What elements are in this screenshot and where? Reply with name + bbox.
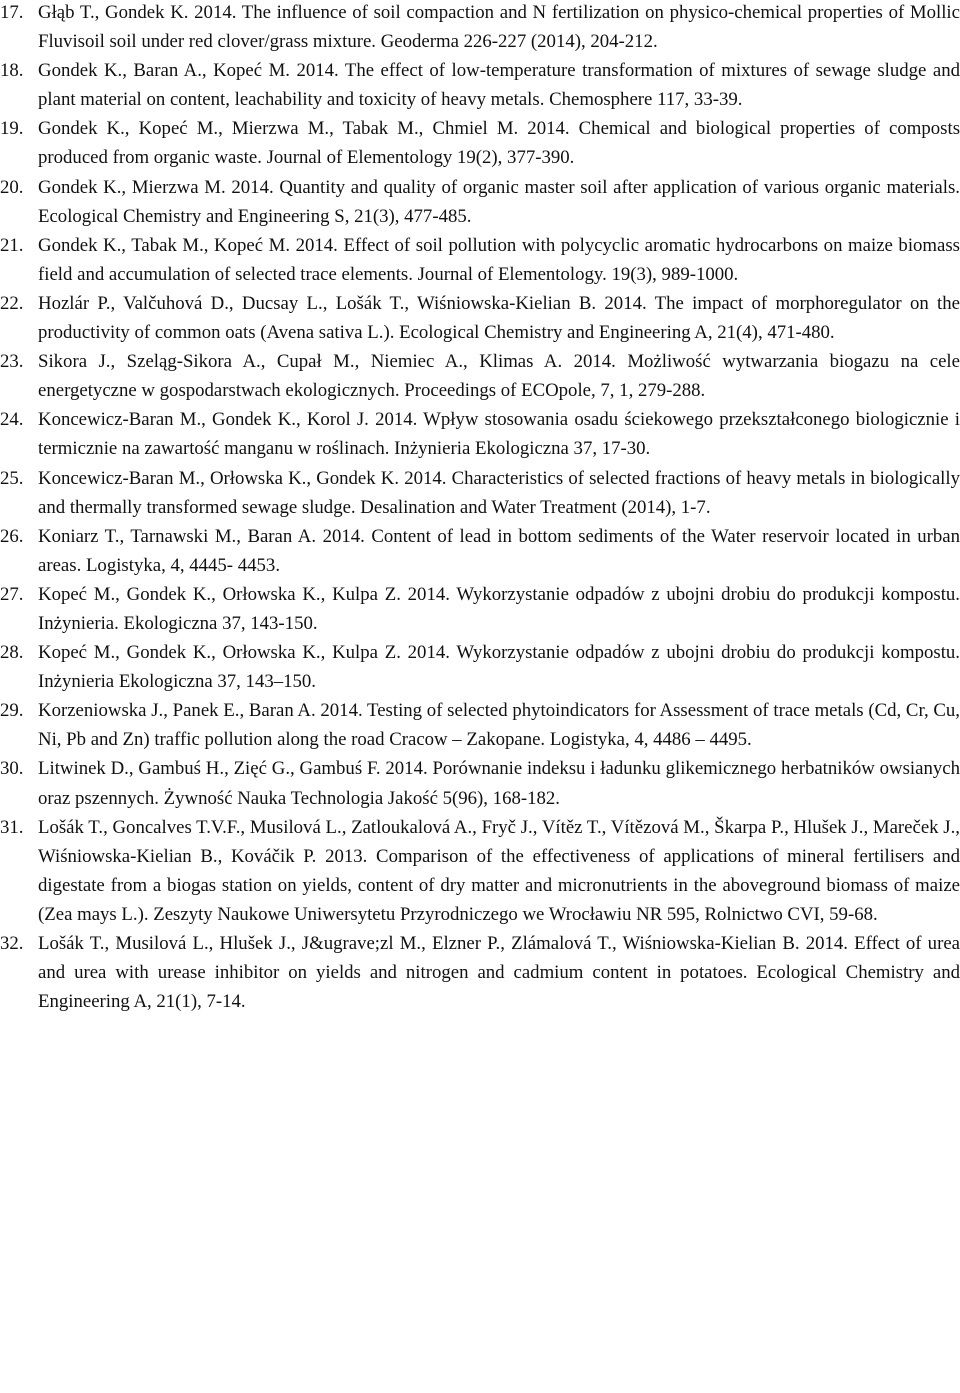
reference-item [0,929,960,1016]
reference-text: Sikora J., Szeląg-Sikora A., Cupał M., Niemiec A., Klimas A. 2014. Możliwość wytwarzania biogazu na cele energetyczne w gospodarstwach ekologicznych. Proceedings of ECOpole, 7, 1, 279-288. [38,351,960,402]
reference-item [0,231,960,289]
reference-item [0,114,960,172]
reference-number: 31. [0,816,24,838]
reference-number: 24. [0,409,24,431]
reference-number: 17. [0,2,24,23]
reference-number: 29. [0,700,24,722]
reference-text: Hozlár P., Valčuhová D., Ducsay L., Lošák T., Wiśniowska-Kielian B. 2014. The impact of morphoregulator on the productivity of common oats (Avena sativa L.). Ecological Chemistry and Engineering A, 21(4), 471-480. [38,292,960,344]
reference-text: Korzeniowska J., Panek E., Baran A. 2014. Testing of selected phytoindicators for Assessment of trace metals (Cd, Cr, Cu, Ni, Pb and Zn) traffic pollution along the road Cracow – Zakopane. Logistyka, 4, 4486 – 4495. [38,700,960,751]
reference-item [0,289,960,347]
reference-number: 30. [0,758,24,780]
reference-item [0,696,960,754]
reference-text: Gondek K., Kopeć M., Mierzwa M., Tabak M., Chmiel M. 2014. Chemical and biological properties of composts produced from organic waste. Journal of Elementology 19(2), 377-390. [38,118,960,169]
reference-text: Kopeć M., Gondek K., Orłowska K., Kulpa Z. 2014. Wykorzystanie odpadów z ubojni drobiu do produkcji kompostu. Inżynieria Ekologiczna 37, 143–150. [38,642,960,693]
reference-text: Gondek K., Tabak M., Kopeć M. 2014. Effect of soil pollution with polycyclic aromatic hydrocarbons on maize biomass field and accumulation of selected trace elements. Journal of Elementology. 19(3), 989-1000. [38,234,960,285]
reference-item [0,754,960,812]
reference-item [0,638,960,696]
reference-number: 25. [0,467,24,489]
reference-item [0,580,960,638]
reference-number: 26. [0,525,24,547]
reference-item [0,522,960,580]
reference-number: 27. [0,583,24,605]
reference-item [0,173,960,231]
reference-text: Głąb T., Gondek K. 2014. The influence of soil compaction and N fertilization on physico-chemical properties of Mollic Fluvisoil soil under red clover/grass mixture. Geoderma 226-227 (2014), 204-212. [38,2,960,53]
reference-item [0,56,960,114]
reference-number: 22. [0,292,24,314]
reference-text: Lošák T., Goncalves T.V.F., Musilová L., Zatloukalová A., Fryč J., Vítěz T., Vítězová M., Škarpa P., Hlušek J., Mareček J., Wiśniowska-Kielian B., Kováčik P. 2013. Comparison of the effectiveness of applications of mineral fertilisers and digestate from a biogas station on yields, content of dry matter and micronutrients in the aboveground biomass of maize (Zea mays L.). Zeszyty Naukowe Uniwersytetu Przyrodniczego we Wrocławiu NR 595, Rolnictwo CVI, 59-68. [38,816,960,925]
reference-text: Lošák T., Musilová L., Hlušek J., J&ugrave;zl M., Elzner P., Zlámalová T., Wiśniowska-Kielian B. 2014. Effect of urea and urea with urease inhibitor on yields and nitrogen and cadmium content in potatoes. Ecological Chemistry and Engineering A, 21(1), 7-14. [38,933,960,1013]
reference-text: Gondek K., Mierzwa M. 2014. Quantity and quality of organic master soil after application of various organic materials. Ecological Chemistry and Engineering S, 21(3), 477-485. [38,176,960,227]
reference-number: 20. [0,176,24,198]
reference-item [0,0,960,56]
reference-item [0,347,960,405]
reference-number: 28. [0,642,24,664]
reference-text: Koncewicz-Baran M., Gondek K., Korol J. 2014. Wpływ stosowania osadu ściekowego przekształconego biologicznie i termicznie na zawartość manganu w roślinach. Inżynieria Ekologiczna 37, 17-30. [38,409,960,460]
reference-number: 19. [0,118,24,140]
reference-number: 18. [0,60,24,82]
reference-item [0,405,960,463]
reference-text: Litwinek D., Gambuś H., Zięć G., Gambuś F. 2014. Porównanie indeksu i ładunku glikemicznego herbatników owsianych oraz pszennych. Żywność Nauka Technologia Jakość 5(96), 168-182. [38,758,960,809]
reference-number: 32. [0,933,24,954]
reference-text: Koniarz T., Tarnawski M., Baran A. 2014. Content of lead in bottom sediments of the Water reservoir located in urban areas. Logistyka, 4, 4445- 4453. [38,525,960,576]
reference-item [0,813,960,929]
reference-text: Kopeć M., Gondek K., Orłowska K., Kulpa Z. 2014. Wykorzystanie odpadów z ubojni drobiu do produkcji kompostu. Inżynieria. Ekologiczna 37, 143-150. [38,583,960,634]
reference-number: 21. [0,234,24,256]
reference-item [0,464,960,522]
reference-number: 23. [0,351,24,373]
reference-text: Koncewicz-Baran M., Orłowska K., Gondek K. 2014. Characteristics of selected fractions of heavy metals in biologically and thermally transformed sewage sludge. Desalination and Water Treatment (2014), 1-7. [38,467,960,518]
reference-text: Gondek K., Baran A., Kopeć M. 2014. The effect of low-temperature transformation of mixtures of sewage sludge and plant material on content, leachability and toxicity of heavy metals. Chemosphere 117, 33-39. [38,60,960,111]
